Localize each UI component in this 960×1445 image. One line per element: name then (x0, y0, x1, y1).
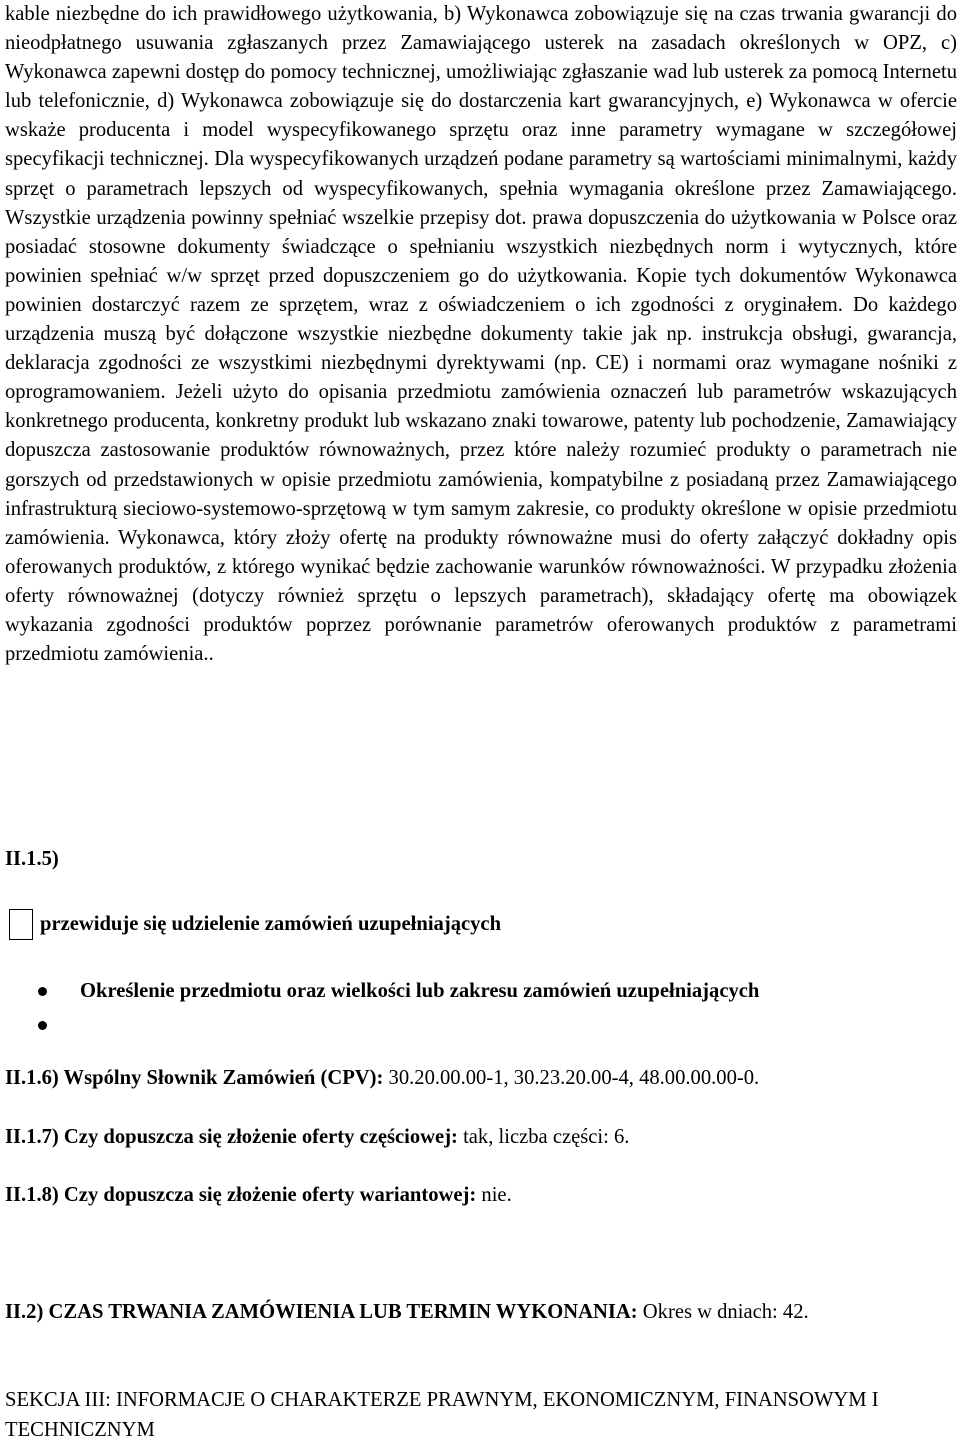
partial-offer-label: II.1.7) Czy dopuszcza się złożenie oferty częściowej: (5, 1126, 458, 1148)
section-II-1-5-heading (5, 845, 59, 874)
list-item (38, 978, 760, 1004)
duration-label: II.2) CZAS TRWANIA ZAMÓWIENIA LUB TERMIN WYKONANIA: (5, 1301, 638, 1323)
duration-value: Okres w dniach: 42. (637, 1301, 809, 1323)
section-II-1-7 (5, 1123, 629, 1152)
supplementary-orders-label: przewiduje się udzielenie zamówień uzupełniających (40, 912, 502, 935)
section-II-1-5-label: II.1.5) (5, 848, 59, 870)
cpv-value: 30.20.00.00-1, 30.23.20.00-4, 48.00.00.00-0. (383, 1067, 760, 1089)
section-III-heading: SEKCJA III: INFORMACJE O CHARAKTERZE PRAWNYM, EKONOMICZNYM, FINANSOWYM I TECHNICZNYM (5, 1389, 879, 1441)
bullet-icon (38, 987, 47, 996)
variant-offer-label: II.1.8) Czy dopuszcza się złożenie oferty wariantowej: (5, 1184, 477, 1206)
specification-paragraph: kable niezbędne do ich prawidłowego użytkowania, b) Wykonawca zobowiązuje się na czas trwania gwarancji do nieodpłatnego usuwania zgłaszanych przez Zamawiającego usterek na zasadach określonych w OPZ, c) Wykonawca zapewni dostęp do pomocy technicznej, umożliwiając zgłaszanie wad lub usterek za pomocą Internetu lub telefonicznie, d) Wykonawca zobowiązuje się do dostarczenia kart gwarancyjnych, e) Wykonawca w ofercie wskaże producenta i model wyspecyfikowanego sprzętu oraz inne parametry wymagane w szczegółowej specyfikacji technicznej. Dla wyspecyfikowanych urządzeń podane parametry są wartościami minimalnymi, każdy sprzęt o parametrach lepszych od wyspecyfikowanych, spełnia wymagania określone przez Zamawiającego. Wszystkie urządzenia powinny spełniać wszelkie przepisy dot. prawa dopuszczenia do użytkowania w Polsce oraz posiadać stosowne dokumenty świadczące o spełnianiu wszystkich niezbędnych norm i wytycznych, które powinien spełniać w/w sprzęt przed dopuszczeniem go do użytkowania. Kopie tych dokumentów Wykonawca powinien dostarczyć razem ze sprzętem, wraz z oświadczeniem o ich zgodności z oryginałem. Do każdego urządzenia muszą być dołączone wszystkie niezbędne dokumenty takie jak np. instrukcja obsługi, gwarancja, deklaracja zgodności ze wszystkimi niezbędnymi dyrektywami (np. CE) i normami oraz wymagane nośniki z oprogramowaniem. Jeżeli użyto do opisania przedmiotu zamówienia oznaczeń lub parametrów wskazujących konkretnego producenta, konkretny produkt lub wskazano znaki towarowe, patenty lub pochodzenie, Zamawiający dopuszcza zastosowanie produktów równoważnych, przez które należy rozumieć produkty o parametrach nie gorszych od przedstawionych w opisie przedmiotu zamówienia, kompatybilne z posiadaną przez Zamawiającego infrastrukturą sieciowo-systemowo-sprzętową w tym samym zakresie, co produkty określone w opisie przedmiotu zamówienia. Wykonawca, który złoży ofertę na produkty równoważne musi do oferty załączyć dokładny opis oferowanych produktów, z którego wynikać będzie zachowanie warunków równoważności. W przypadku złożenia oferty równoważnej (dotyczy również sprzętu o lepszych parametrach), składający ofertę ma obowiązek wykazania zgodności produktów poprzez porównanie parametrów oferowanych produktów z parametrami przedmiotu zamówienia.. (5, 3, 957, 666)
checkbox-icon[interactable] (9, 909, 33, 940)
supplementary-orders-option (5, 906, 501, 942)
partial-offer-value: tak, liczba części: 6. (457, 1126, 630, 1148)
section-II-1-8 (5, 1181, 512, 1210)
section-II-1-6 (5, 1064, 759, 1093)
cpv-label: II.1.6) Wspólny Słownik Zamówień (CPV): (5, 1067, 384, 1089)
section-II-2 (5, 1298, 955, 1328)
bullet-icon (38, 1021, 47, 1030)
supplementary-orders-scope: Określenie przedmiotu oraz wielkości lub zakresu zamówień uzupełniających (80, 979, 760, 1002)
variant-offer-value: nie. (476, 1184, 512, 1206)
list-item (38, 1012, 47, 1038)
